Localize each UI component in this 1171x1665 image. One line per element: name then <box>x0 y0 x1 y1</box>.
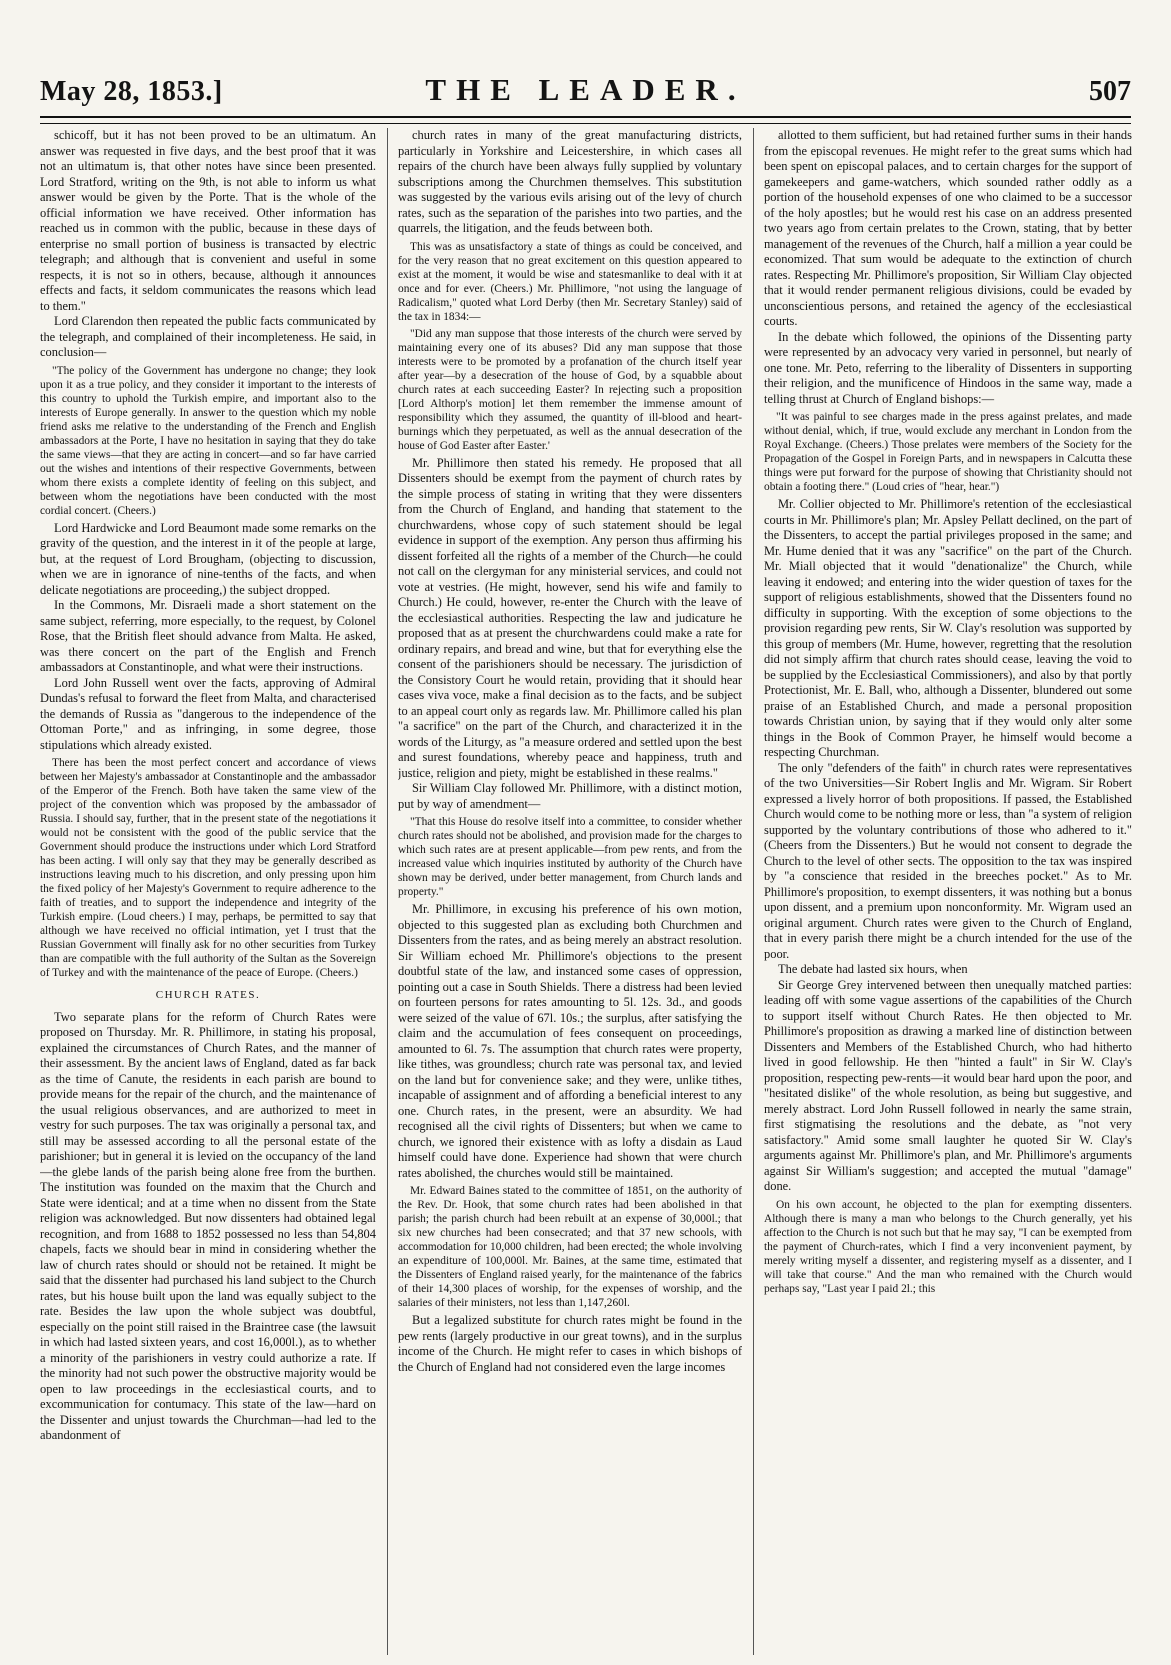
text-column-3 <box>764 128 1132 1655</box>
paragraph: church rates in many of the great manufacturing districts, particularly in Yorkshire and Leicestershire, in which cases all repairs of the church have been always fully supplied by voluntary subscriptions among the Churchmen themselves. This substitution was suggested by the various evils arising out of the levy of church rates, such as the separation of the parishes into two parties, and the quarrels, the litigation, and the feuds between both. <box>398 128 742 235</box>
quoted-paragraph: "Did any man suppose that those interests of the church were served by maintaining every one of its abuses? Did any man suppose that those interests were to be promoted by a profanation of the church itself year after year—by a desecration of the house of God, by a squabble about church rates at each succeeding Easter? In rejecting such a proposition [Lord Althorp's motion] let them remember the immense amount of responsibility which they assumed, the quantity of ill-blood and heart-burnings which they perpetuated, as well as the annual desecration of the house of God Easter after Easter.' <box>398 327 742 452</box>
column-divider <box>753 128 754 1655</box>
text-column-1 <box>40 128 376 1655</box>
page-header <box>40 70 1131 114</box>
paragraph: Mr. Collier objected to Mr. Phillimore's retention of the ecclesiastical courts in Mr. Phillimore's plan; Mr. Apsley Pellatt declined, on the part of the Dissenters, to accept the partial privileges proposed in the same; and Mr. Hume denied that it was any "sacrifice" on the part of the Church. Mr. Miall objected that it would "denationalize" the Church, while leaving it endowed; and entering into the wider question of taxes for the support of religious establishments, showed that the Dissenters found no difficulty in supporting. With the exception of some objections to the provision regarding pew rents, Sir W. Clay's resolution was supported by this group of members (Mr. Hume, however, regretting that the resolution did not simply affirm that church rates should cease, leaving the void to be supplied by the Ecclesiastical Commissioners), and also by that portly Protectionist, Mr. E. Ball, who, although a Dissenter, blundered out some praise of an Established Church, and made a personal proposition towards Christian union, by saying that if they would only alter some things in the Book of Common Prayer, he himself would become a respecting Churchman. <box>764 497 1132 759</box>
paragraph: The debate had lasted six hours, when <box>778 962 968 976</box>
quoted-paragraph: "It was painful to see charges made in the press against prelates, and made without denial, which, if true, would exclude any merchant in London from the Royal Exchange. (Cheers.) Those prelates were members of the Society for the Propagation of the Gospel in Foreign Parts, and in newspapers in Calcutta these things were put forward for the purpose of showing that Christianity should not obtain a footing there." (Loud cries of "hear, hear.") <box>764 411 1132 493</box>
paragraph: Sir George Grey intervened between then unequally matched parties: leading off with some vague assertions of the capabilities of the Church to support itself without Church Rates. He then objected to Mr. Phillimore's proposition as drawing a marked line of distinction between Dissenters and Members of the Established Church, who had hitherto lived in good fellowship. He then "hinted a fault" in Sir W. Clay's proposition, respecting pew-rents—it would bear hard upon the poor, and "hesitated dislike" of the whole resolution, as being but suggestive, and merely abstract. Lord John Russell followed in nearly the same strain, first stigmatising the resolutions and the debate, as "not very satisfactory." Amid some small laughter he quoted Sir W. Clay's arguments against Mr. Phillimore's plan, and Mr. Phillimore's arguments against Sir William's suggestion; and accepted the mutual "damage" done. <box>764 977 1132 1193</box>
paragraph: The only "defenders of the faith" in church rates were representatives of the two Universities—Sir Robert Inglis and Mr. Wigram. Sir Robert expressed a lively horror of both propositions. If passed, the Established Church would come to be nothing more or less, than "a system of religion supported by the voluntary contributions of those who adhered to it." (Cheers from the Dissenters.) But he would not consent to degrade the Church to the level of other sects. The opposition to the tax was inspired by "a conscience that resided in the breeches pocket." As to Mr. Phillimore's proposition, to exempt dissenters, it was nothing but a bonus upon dissent, and a premium upon nonconformity. Mr. Wigram used an original argument. Church rates were given to the Church of England, that in every parish there might be a church intended for the use of the poor. <box>764 760 1132 961</box>
text-column-2 <box>398 128 742 1655</box>
quoted-paragraph: "The policy of the Government has undergone no change; they look upon it as a true policy, and they consider it important to the interests of this country to uphold the Turkish empire, and important also to the interests of Europe generally. In answer to the question which my noble friend asks me relative to the understanding of the French and English ambassadors at the Porte, I have no hesitation in saying that they do take the same views—that they are acting in concert—and so far have carried out the wishes and intentions of their respective Governments, between whom there exists a complete identity of feeling on this subject, and between whom the negotiations have been conducted with the most cordial concert. (Cheers.) <box>40 364 376 517</box>
newspaper-title: THE LEADER. <box>425 72 746 107</box>
paragraph: Mr. Phillimore, in excusing his preference of his own motion, objected to this suggested plan as excluding both Churchmen and Dissenters from the rates, and as being merely an abstract resolution. Sir William echoed Mr. Phillimore's objections to the present doubtful state of the law, and instanced some cases of oppression, pointing out a case in South Shields. There a distress had been levied on fourteen persons for rates amounting to 5l. 12s. 3d., and goods were seized of the value of 67l. 10s.; the surplus, after satisfying the claim and the accumulation of fees consequent on proceedings, amounted to 6l. 7s. The assumption that church rates were property, like tithes, was groundless; church rate was personal tax, and levied on the land but for convenience sake; and they were, unlike tithes, incapable of assignment and of affording a beneficial interest to any one. Church rates, in the present, were an absurdity. We had recognised all the civil rights of Dissenters; but when we came to church, we ignored their existence with as lofty a disdain as Laud himself could have done. Experience had shown that were church rates abolished, the churches would still be maintained. <box>398 902 742 1180</box>
quoted-paragraph: "That this House do resolve itself into a committee, to consider whether church rates should not be abolished, and provision made for the charges to which such rates are at present applicable—from pew rents, and from the increased value which inquiries instituted by authority of the Church have shown may be derived, under better management, from Church lands and property." <box>398 816 742 898</box>
paragraph: Two separate plans for the reform of Church Rates were proposed on Thursday. Mr. R. Phillimore, in stating his proposal, explained the circumstances of Church Rates, and the manner of their assessment. By the ancient laws of England, dated as far back as the time of Canute, the residents in each parish are bound to provide means for the repair of the church, and the maintenance of the usual religious observances, and are authorized to meet in vestry for such purposes. The tax was originally a personal tax, and still may be assessed according to all the personal estate of the parishioner; but in general it is levied on the occupancy of the land—the glebe lands of the parish being alone free from the burthen. The institution was founded on the maxim that the Church and State were identical; and at a time when no dissent from the State religion was acknowledged. But now dissenters had obtained legal recognition, and from 1688 to 1852 possessed no less than 54,804 chapels, facts we should bear in mind in considering whether the law of church rates should or should not be retained. It might be said that the dissenter had purchased his land subject to the Church rates, but his house built upon the land was equally subject to the rate. Besides the law upon the whole subject was doubtful, especially on the point still raised in the Braintree case (the lawsuit in which had lasted sixteen years, and cost 16,000l.), as to whether a minority of the parishioners in vestry could authorize a rate. If the minority had not such power the obstructive majority would be open to law proceedings in the ecclesiastical courts, and to excommunication for contumacy. This state of the law—hard on the Dissenter and unjust towards the Churchman—had led to the abandonment of <box>40 1009 376 1442</box>
paragraph: Lord John Russell went over the facts, approving of Admiral Dundas's refusal to forward the fleet from Malta, and characterised the demands of Russia as "dangerous to the independence of the Ottoman Porte," and as infringing, in some degree, those stipulations which already existed. <box>40 675 376 752</box>
page-number: 507 <box>1089 76 1131 107</box>
paragraph: But a legalized substitute for church rates might be found in the pew rents (largely productive in our great towns), and in the surplus income of the Church. He might refer to cases in which bishops of the Church of England had not considered even the large incomes <box>398 1313 742 1374</box>
paragraph: Sir William Clay followed Mr. Phillimore, with a distinct motion, put by way of amendment— <box>398 781 742 811</box>
section-heading: CHURCH RATES. <box>155 989 261 1001</box>
paragraph: schicoff, but it has not been proved to be an ultimatum. An answer was requested in five days, and the best proof that it was not an ultimatum is, that other notes have since been presented. Lord Stratford, writing on the 9th, is not able to inform us what answer would be given by the Porte. That is the whole of the official information we have received. Other information has reached us in common with the public, because in these days of enterprise no small portion of business is transacted by electric telegraph; and although that is convenient and useful in some respects, it is not so in others, because, although it announces effects and facts, it seldom communicates the reasons which lead to them." <box>40 128 376 313</box>
paragraph: allotted to them sufficient, but had retained further sums in their hands from the episcopal revenues. He might refer to the great sums which had been spent on episcopal palaces, and to certain charges for the support of gamekeepers and game-watchers, which sounded rather oddly as a portion of the household expenses of one who claimed to be a successor of the holy apostles; but he would rest his case on an address presented two years ago from certain prelates to the Crown, stating, that by better management of the revenues of the Church, half a million a year could be economized. That sum would be adequate to the extinction of church rates. Respecting Mr. Phillimore's proposition, Sir William Clay objected that it would render permanent religious divisions, could be evaded by unconscientious persons, and retained the agency of the ecclesiastical courts. <box>764 128 1132 328</box>
paragraph: Lord Hardwicke and Lord Beaumont made some remarks on the gravity of the question, and the interest in it of the people at large, but, at the request of Lord Brougham, (objecting to discussion, when we are in ignorance of nine-tenths of the facts, and when delicate negotiations are proceeding,) the subject dropped. <box>40 520 376 597</box>
header-rule <box>40 116 1131 124</box>
issue-date: May 28, 1853.] <box>40 76 223 107</box>
quoted-paragraph: Mr. Edward Baines stated to the committee of 1851, on the authority of the Rev. Dr. Hook, that some church rates had been abolished in that parish; the parish church had been rebuilt at an expense of 30,000l.; that six new churches had been consecrated; and that 37 new schools, with accommodation for 10,000 children, had been erected; the whole involving an expenditure of 100,000l. Mr. Baines, at the same time, estimated that the Dissenters of England raised yearly, for the maintenance of the fabrics of their 14,300 places of worship, for the expenses of worship, and the salaries of their ministers, not less than 1,147,260l. <box>398 1185 742 1309</box>
column-divider <box>387 128 388 1655</box>
quoted-paragraph: This was as unsatisfactory a state of things as could be conceived, and for the very reason that no great excitement on this question appeared to exist at the moment, it would be wise and statesmanlike to deal with it at once and for ever. (Cheers.) Mr. Phillimore, "not using the language of Radicalism," quoted what Lord Derby (then Mr. Secretary Stanley) said of the tax in 1834:— <box>398 240 742 323</box>
quoted-paragraph: There has been the most perfect concert and accordance of views between her Majesty's ambassador at Constantinople and the ambassador of the Emperor of the French. Both have taken the same view of the project of the convention which was proposed by the ambassador of Russia. I should say, further, that in the present state of the negotiations it would not be consistent with the good of the public service that the Government should produce the instructions under which Lord Stratford has been acting. I will only say that they may be generally described as instructions leaving much to his discretion, and only pressing upon him the fixed policy of her Majesty's Government to require adherence to the faith of treaties, and to support the independence and integrity of the Turkish empire. (Loud cheers.) I may, perhaps, be permitted to say that although we have received no official intimation, yet I trust that the Russian Government will finally ask for no other securities from Turkey than are compatible with the full authority of the Sultan as the Sovereign of Turkey and with the maintenance of the peace of Europe. (Cheers.) <box>40 757 376 979</box>
quoted-paragraph: On his own account, he objected to the plan for exempting dissenters. Although there is many a man who belongs to the Church generally, yet his affection to the Church is not such but that he may say, "I can be exempted from the payment of Church-rates, which I find a very inconvenient payment, by merely writing myself a dissenter, and registering myself as a dissenter, and I will take that course." And the man who remained with the Church would perhaps say, "Last year I paid 2l.; this <box>764 1198 1132 1295</box>
paragraph: Lord Clarendon then repeated the public facts communicated by the telegraph, and complained of their incompleteness. He said, in conclusion— <box>40 314 376 359</box>
paragraph: Mr. Phillimore then stated his remedy. He proposed that all Dissenters should be exempt from the payment of church rates by the simple process of stating in writing that they were dissenters from the Church of England, and handing that statement to the churchwardens, whose copy of such statement should be legal evidence in support of the exemption. Any person thus affirming his dissent forfeited all the rights of a member of the Church—he could not call on the clergyman for any ministerial services, and could not vote at vestries. (He might, however, send his wife and family to Church.) He could, however, re-enter the Church with the leave of the ecclesiastical authorities. Respecting the law and judicature he proposed that as at present the churchwardens could make a rate for ordinary repairs, and bread and wine, but that for everything else the consent of the parishioners should be necessary. The jurisdiction of the Consistory Court he would retain, providing that it should hear cases viva voce, make a final decision as to the facts, and be subject to an appeal court only as regards law. Mr. Phillimore called his plan "a sacrifice" on the part of the Church, and characterized it in the words of the Liturgy, as "a measure ordered and settled upon the best and surest foundations, whereby peace and happiness, truth and justice, religion and piety, might be established in these realms." <box>398 455 742 780</box>
paragraph: In the Commons, Mr. Disraeli made a short statement on the same subject, referring, more especially, to the request, by Colonel Rose, that the British fleet should advance from Malta. He asked, was there concert on the part of the English and French ambassadors at Constantinople, and what were their instructions. <box>40 598 376 674</box>
paragraph: In the debate which followed, the opinions of the Dissenting party were represented by an advocacy very varied in personnel, but nearly of one tone. Mr. Peto, referring to the liberality of Dissenters in supporting their religion, and the munificence of Hindoos in the same way, made a telling thrust at Church of England bishops:— <box>764 329 1132 406</box>
